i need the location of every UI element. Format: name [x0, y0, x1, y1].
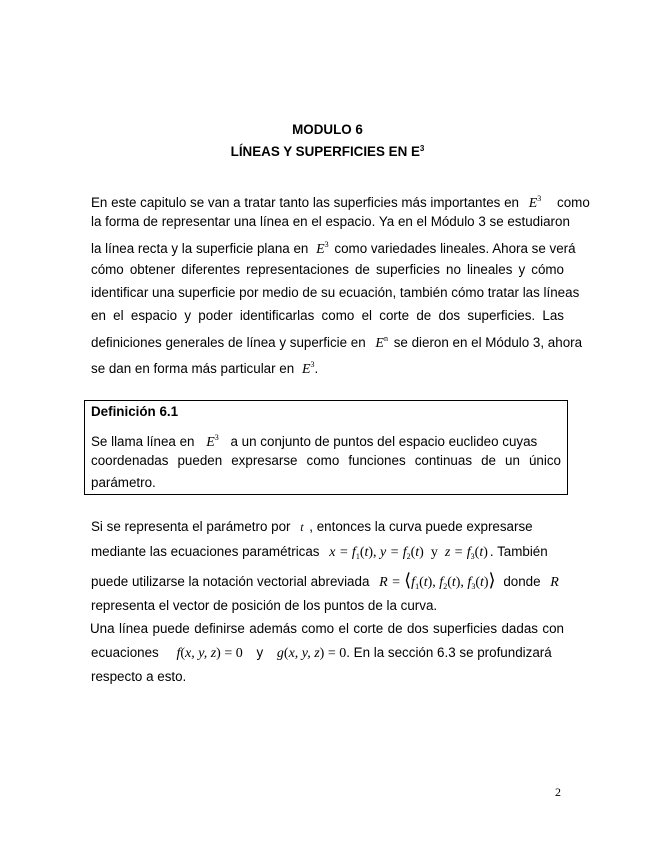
p2-l6-end: . En la sección 6.3 se profundizará — [346, 645, 552, 660]
math-E3: $E^3$ — [316, 240, 329, 257]
vector-notation: $R = ⟨f_1(t)$, $f_2(t)$, $f_3(t)⟩$ — [379, 570, 496, 591]
p1-line-7 — [91, 331, 583, 352]
definition-l1-end: a un conjunto de puntos del espacio euclideo cuyas — [230, 434, 538, 449]
module-heading: MODULO 6 — [292, 122, 363, 137]
math-E3: $E^3$ — [301, 360, 315, 377]
chapter-title-text: LÍNEAS Y SUPERFICIES EN E — [230, 144, 420, 159]
definition-line-1 — [91, 430, 561, 451]
p2-line-1 — [91, 519, 564, 535]
definition-line-3: parámetro. — [91, 475, 156, 490]
chapter-title-superscript: 3 — [419, 144, 425, 153]
p1-l1-end: como — [557, 195, 590, 210]
p1-line-8 — [91, 357, 564, 378]
p2-l6-y: y — [256, 645, 264, 660]
p2-l1-text: Si se representa el parámetro por — [91, 519, 291, 534]
math-En: $E^n$ — [375, 334, 388, 351]
p1-line-3 — [91, 237, 576, 258]
definition-l1-text: Se llama línea en — [91, 434, 195, 449]
p2-line-7: respecto a esto. — [91, 669, 187, 684]
p1-line-2: la forma de representar una línea en el espacio. Ya en el Módulo 3 se estudiaron — [91, 214, 570, 229]
math-t: t — [300, 520, 304, 534]
p2-line-5: Una línea puede definirse además como el corte de dos superficies dadas con — [90, 621, 564, 636]
definition-box — [84, 400, 568, 495]
p2-l3-end: donde — [503, 574, 541, 589]
p2-line-4: representa el vector de posición de los puntos de la curva. — [91, 598, 438, 613]
p1-line-1 — [91, 191, 590, 212]
equation-f: f(x, y, z) = 0 — [176, 646, 243, 661]
p2-l1-end: , entonces la curva puede expresarse — [309, 519, 533, 534]
math-R: R — [550, 575, 559, 590]
p1-l7-end: se dieron en el Módulo 3, ahora — [393, 335, 583, 350]
p1-l7-text: definiciones generales de línea y superficie en — [91, 335, 366, 350]
math-E3: $E^3$ — [206, 433, 219, 450]
p1-line-5: identificar una superficie por medio de su ecuación, también cómo tratar las líneas — [91, 285, 580, 300]
p1-l3-end: como variedades lineales. Ahora se verá — [334, 241, 576, 256]
p2-l3-text: puede utilizarse la notación vectorial abreviada — [91, 574, 370, 589]
p1-l8-end: . — [314, 361, 319, 376]
p2-l6-text: ecuaciones — [91, 645, 159, 660]
p2-line-6 — [91, 645, 564, 662]
p1-l8-text: se dan en forma más particular en — [91, 361, 295, 376]
equation-g: g(x, y, z) = 0 — [276, 646, 347, 661]
page-number: 2 — [555, 785, 561, 799]
math-E3: $E^3$ — [528, 194, 542, 211]
definition-line-2: coordenadas pueden expresarse como funciones continuas de un único — [91, 453, 561, 468]
p2-line-2 — [91, 544, 564, 565]
p2-line-3 — [91, 572, 564, 595]
chapter-title — [0, 144, 655, 159]
p1-l3-text: la línea recta y la superficie plana en — [91, 241, 309, 256]
p1-line-6: en el espacio y poder identificarlas como el corte de dos superficies. Las — [91, 308, 564, 323]
p2-l2-text: mediante las ecuaciones paramétricas — [91, 544, 320, 559]
p1-line-4: cómo obtener diferentes representaciones de superficies no lineales y cómo — [91, 262, 564, 277]
p1-l1-text: En este capitulo se van a tratar tanto las superficies más importantes en — [91, 195, 519, 210]
parametric-equations: $x = f_1(t)$, $y = f_2(t)$ y $z = f_3(t)$ — [329, 545, 488, 561]
definition-title: Definición 6.1 — [91, 404, 179, 419]
p2-l2-end: . También — [489, 544, 548, 559]
